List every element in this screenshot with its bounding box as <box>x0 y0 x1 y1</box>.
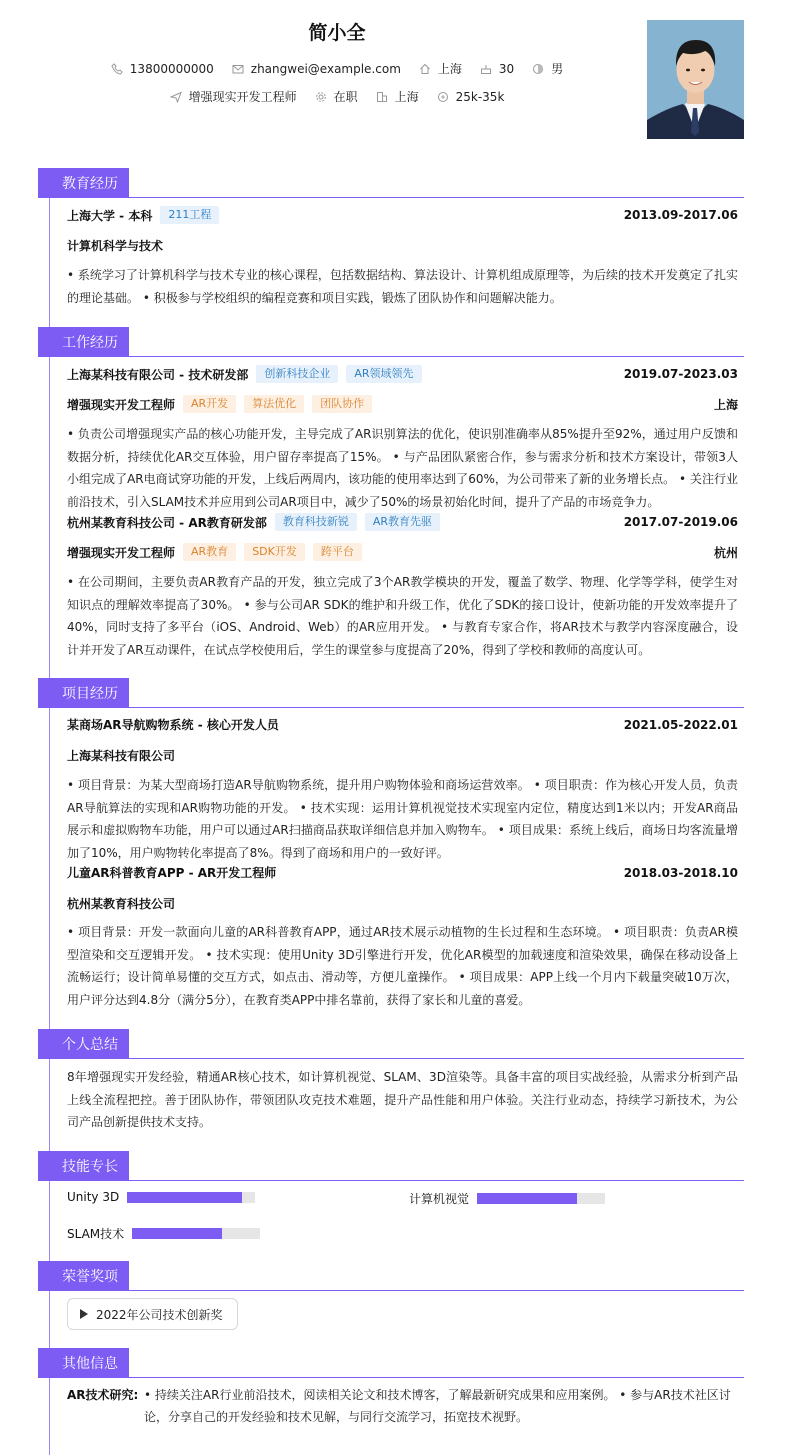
project-header <box>67 716 738 733</box>
section-rule <box>38 1058 744 1059</box>
skill-bar-fill <box>127 1192 242 1203</box>
award-item[interactable] <box>67 1298 238 1330</box>
section-title: 工作经历 <box>38 327 129 357</box>
section-projects <box>38 678 744 708</box>
section-education <box>38 168 744 198</box>
resume-name: 简小全 <box>308 22 366 44</box>
work-date: 2017.07-2019.06 <box>623 515 738 529</box>
email-item <box>232 62 401 76</box>
project-date: 2018.03-2018.10 <box>623 865 738 880</box>
award-text: 2022年公司技术创新奖 <box>96 1307 223 1322</box>
position-item <box>170 88 297 105</box>
skill-tag: 跨平台 <box>313 543 362 561</box>
section-rule <box>38 1180 744 1181</box>
education-header <box>67 206 738 224</box>
section-summary <box>38 1029 744 1059</box>
skill-tag: AR教育 <box>183 543 236 561</box>
project-desc: • 项目背景：为某大型商场打造AR导航购物系统，提升用户购物体验和商场运营效率。 • 项目职责：作为核心开发人员，负责AR导航算法的实现和AR购物功能的开发。 • 技术实现：运用计算机视觉技术实现室内定位，精度达到1米以内；开发AR商品展示和虚拟购物车功能，用户可以通过AR扫描商品获取详细信息并加入购物车。 • 项目成果：系统上线后，商场日均客流量增加了10%，用户购物转化率提高了8%。得到了商场和用户的一致好评。 <box>67 778 738 860</box>
work-header <box>67 513 738 531</box>
project-company: 杭州某教育科技公司 <box>67 897 176 911</box>
work-desc: • 负责公司增强现实产品的核心功能开发，主导完成了AR识别算法的优化，使识别准确率从85%提升至92%，通过用户反馈和数据分析，持续优化AR交互体验，用户留存率提高了15%。 • 与产品团队紧密合作，参与需求分析和技术方案设计，带领3人小组完成了AR电商试穿功能的开发，上线后两周内，该功能的使用率达到了60%，为公司带来了新的业务增长点。 • 关注行业前沿技术，引入SLAM技术并应用到公司AR项目中，减少了50%的场景初始化时间，提升了产品的市场竞争力。 <box>67 427 738 509</box>
skill-item <box>67 1190 255 1204</box>
section-rule <box>38 356 744 357</box>
skill-bar-fill <box>132 1228 222 1239</box>
skill-name: SLAM技术 <box>67 1227 125 1241</box>
section-skills <box>38 1151 744 1181</box>
salary-item <box>437 90 505 104</box>
gender-icon <box>532 63 544 75</box>
section-title: 技能专长 <box>38 1151 129 1181</box>
company-tag: 教育科技新锐 <box>275 513 357 531</box>
phone-item <box>111 62 214 76</box>
project-desc: • 项目背景：开发一款面向儿童的AR科普教育APP，通过AR技术展示动植物的生长过程和生态环境。 • 项目职责：负责AR模型渲染和交互逻辑开发。 • 技术实现：使用Unity 3D引擎进行开发，优化AR模型的加载速度和渲染效果，确保在移动设备上流畅运行；设计简单易懂的交互方式，如点击、滑动等，方便儿童操作。 • 项目成果：APP上线一个月内下载量突破10万次，用户评分达到4.8分（满分5分），在教育类APP中排名靠前，获得了家长和儿童的喜爱。 <box>67 925 738 1007</box>
school-tag: 211工程 <box>160 206 219 224</box>
job-row <box>0 88 674 105</box>
section-rule <box>38 707 744 708</box>
work-desc: • 在公司期间，主要负责AR教育产品的开发，独立完成了3个AR教学模块的开发，覆盖了数学、物理、化学等学科，使学生对知识点的理解效率提高了30%。 • 参与公司AR SDK的维护和升级工作，优化了SDK的接口设计，使新功能的开发效率提升了40%，同时支持了多平台（iOS、Android、Web）的AR应用开发。 • 与教育专家合作，将AR技术与教学内容深度融合，设计并开发了AR互动课件，在试点学校使用后，学生的课堂参与度提高了20%，得到了学校和教师的高度认可。 <box>67 575 738 657</box>
coin-icon <box>437 91 449 103</box>
gender-text: 男 <box>551 62 564 76</box>
contact-row <box>0 60 674 77</box>
section-other <box>38 1348 744 1378</box>
skill-tag: 算法优化 <box>244 395 304 413</box>
phone-icon <box>111 63 123 75</box>
cake-icon <box>480 63 492 75</box>
section-title: 荣誉奖项 <box>38 1261 129 1291</box>
age-item <box>480 62 514 76</box>
project-name: 某商场AR导航购物系统 - 核心开发人员 <box>67 718 279 732</box>
skill-name: 计算机视觉 <box>409 1192 470 1206</box>
work-city: 杭州 <box>713 545 738 560</box>
skill-bar <box>132 1228 260 1239</box>
status-item <box>315 88 358 105</box>
work-role-row <box>67 543 738 561</box>
company-name: 上海某科技有限公司 - 技术研发部 <box>67 367 249 382</box>
summary-text: 8年增强现实开发经验，精通AR核心技术，如计算机视觉、SLAM、3D渲染等。具备丰富的项目实战经验，从需求分析到产品上线全流程把控。善于团队协作，带领团队攻克技术难题，提升产品性能和用户体验。关注行业动态，持续学习新技术，为公司产品创新提供技术支持。 <box>67 1070 738 1129</box>
section-awards <box>38 1261 744 1291</box>
school-name: 上海大学 - 本科 <box>67 208 153 223</box>
skill-bar <box>127 1192 255 1203</box>
city-text: 上海 <box>437 62 462 76</box>
company-tag: AR教育先驱 <box>365 513 440 531</box>
work-header <box>67 365 738 383</box>
education-desc: • 系统学习了计算机科学与技术专业的核心课程，包括数据结构、算法设计、计算机组成原理等，为后续的技术开发奠定了扎实的理论基础。 • 积极参与学校组织的编程竞赛和项目实践，锻炼了团队协作和问题解决能力。 <box>67 268 738 305</box>
gear-icon <box>315 91 327 103</box>
city-item <box>419 60 462 77</box>
project-name: 儿童AR科普教育APP - AR开发工程师 <box>67 866 277 880</box>
work-role-row <box>67 395 738 413</box>
work-date: 2019.07-2023.03 <box>623 367 738 381</box>
section-rule <box>38 1290 744 1291</box>
phone-text: 13800000000 <box>129 61 214 76</box>
company-tag: AR领域领先 <box>346 365 421 383</box>
send-icon <box>170 91 182 103</box>
section-rule <box>38 197 744 198</box>
salary-text: 25k-35k <box>455 89 505 104</box>
project-company: 上海某科技有限公司 <box>67 749 176 763</box>
work-city-item <box>376 88 419 105</box>
email-text: zhangwei@example.com <box>250 61 401 76</box>
building-icon <box>376 91 388 103</box>
other-text: • 持续关注AR行业前沿技术，阅读相关论文和技术博客，了解最新研究成果和应用案例。 • 参与AR技术社区讨论，分享自己的开发经验和技术见解，与同行交流学习，拓宽技术视野。 <box>144 1388 731 1424</box>
other-label: AR技术研究: <box>67 1388 139 1402</box>
section-title: 项目经历 <box>38 678 129 708</box>
skill-tag: SDK开发 <box>244 543 305 561</box>
skill-tag: AR开发 <box>183 395 236 413</box>
profile-photo <box>647 20 744 139</box>
mail-icon <box>232 63 244 75</box>
education-date: 2013.09-2017.06 <box>623 208 738 222</box>
work-city-text: 上海 <box>394 90 419 104</box>
section-work <box>38 327 744 357</box>
skill-name: Unity 3D <box>67 1190 120 1204</box>
skill-bar <box>477 1193 605 1204</box>
skill-item <box>67 1225 260 1242</box>
section-title: 教育经历 <box>38 168 129 198</box>
expand-arrow-icon[interactable] <box>80 1309 88 1319</box>
company-tag: 创新科技企业 <box>256 365 338 383</box>
home-icon <box>419 63 431 75</box>
section-title: 其他信息 <box>38 1348 129 1378</box>
project-header <box>67 864 738 881</box>
age-text: 30 <box>498 61 515 76</box>
gender-item <box>532 60 563 77</box>
company-name: 杭州某教育科技公司 - AR教育研发部 <box>67 515 267 530</box>
work-city: 上海 <box>713 397 738 412</box>
education-major: 计算机科学与技术 <box>67 239 164 253</box>
status-text: 在职 <box>333 90 358 104</box>
skill-item <box>409 1190 605 1207</box>
skill-tag: 团队协作 <box>312 395 372 413</box>
role-name: 增强现实开发工程师 <box>67 545 176 560</box>
section-rule <box>38 1377 744 1378</box>
project-date: 2021.05-2022.01 <box>623 717 738 732</box>
section-title: 个人总结 <box>38 1029 129 1059</box>
role-name: 增强现实开发工程师 <box>67 397 176 412</box>
position-text: 增强现实开发工程师 <box>188 90 297 104</box>
skill-bar-fill <box>477 1193 577 1204</box>
